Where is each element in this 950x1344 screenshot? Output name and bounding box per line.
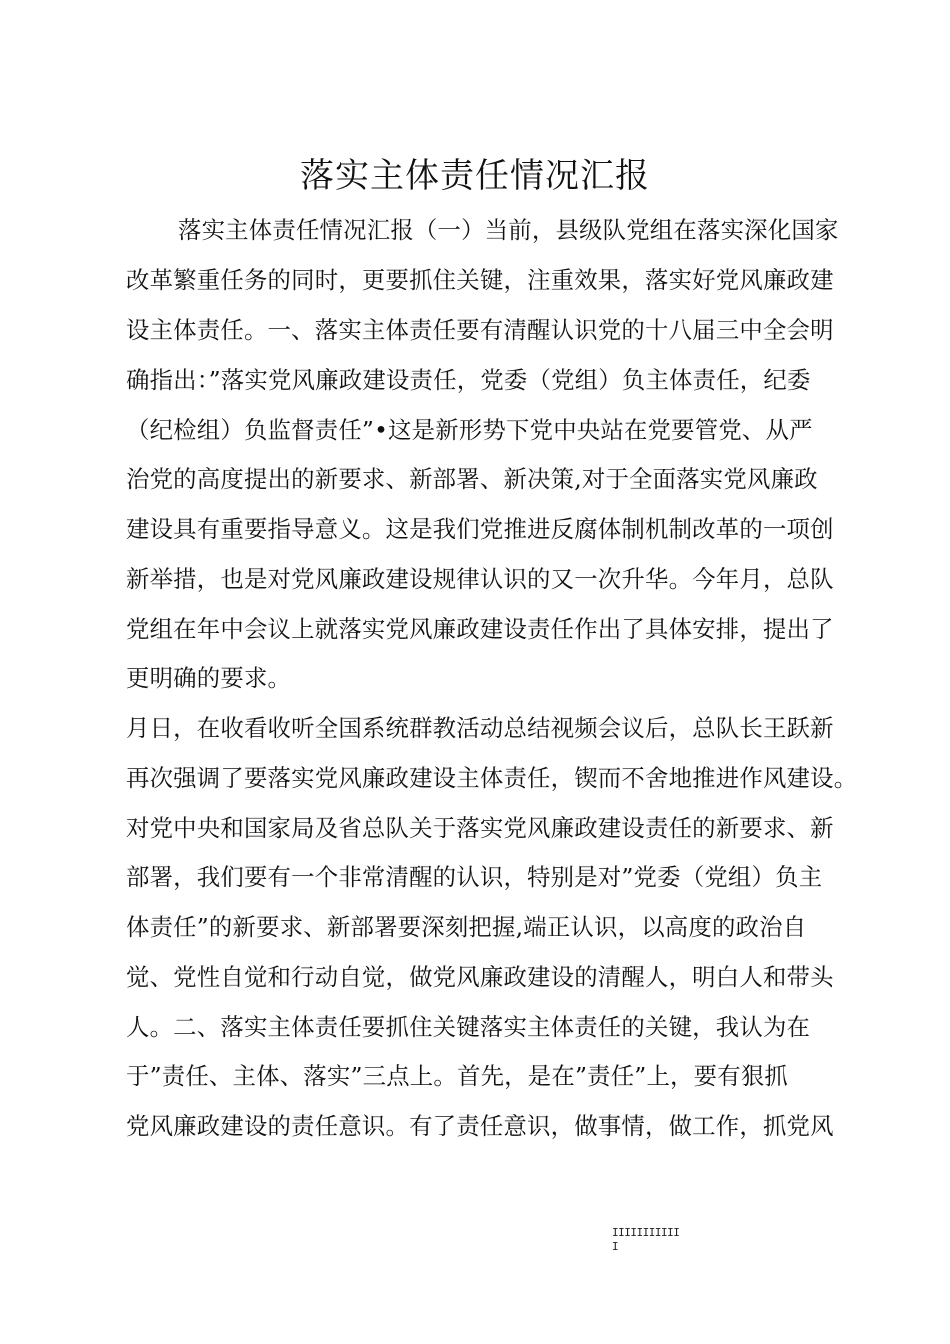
document-title: 落实主体责任情况汇报	[300, 156, 650, 196]
body-line-17: 人。二、落实主体责任要抓住关键落实主体责任的关键，我认为在	[126, 1013, 811, 1041]
body-line-11: 月日，在收看收听全国系统群教活动总结视频会议后，总队长王跃新	[126, 714, 834, 742]
body-line-6: 治党的高度提出的新要求、新部署、新决策,对于全面落实党风廉政	[126, 465, 818, 493]
body-line-12: 再次强调了要落实党风廉政建设主体责任，锲而不舍地推进作风建设。	[126, 764, 858, 792]
body-line-4: 确指出：”落实党风廉政建设责任，党委（党组）负主体责任，纪委	[126, 366, 811, 394]
page-footer-mark: IIIIIIIIIII I	[612, 1226, 680, 1253]
body-line-8: 新举措，也是对党风廉政建设规律认识的又一次升华。今年月，总队	[126, 565, 834, 593]
body-line-3: 设主体责任。一、落实主体责任要有清醒认识党的十八届三中全会明	[126, 316, 834, 344]
body-line-5: （纪检组）负监督责任”•这是新形势下党中央站在党要管党、从严	[126, 416, 813, 444]
body-line-13: 对党中央和国家局及省总队关于落实党风廉政建设责任的新要求、新	[126, 814, 834, 842]
body-line-1: 落实主体责任情况汇报（一）当前，县级队党组在落实深化国家	[178, 216, 839, 244]
body-line-18: 于”责任、主体、落实”三点上。首先，是在”责任”上，要有狠抓	[126, 1062, 788, 1090]
body-line-16: 觉、党性自觉和行动自觉，做党风廉政建设的清醒人，明白人和带头	[126, 963, 834, 991]
body-line-9: 党组在年中会议上就落实党风廉政建设责任作出了具体安排，提出了	[126, 615, 834, 643]
body-line-19: 党风廉政建设的责任意识。有了责任意识，做事情，做工作，抓党风	[126, 1112, 834, 1140]
body-line-14: 部署，我们要有一个非常清醒的认识，特别是对”党委（党组）负主	[126, 863, 823, 891]
body-line-7: 建设具有重要指导意义。这是我们党推进反腐体制机制改革的一项创	[126, 515, 834, 543]
body-line-15: 体责任”的新要求、新部署要深刻把握,端正认识，以高度的政治自	[126, 913, 807, 941]
body-line-2: 改革繁重任务的同时，更要抓住关键，注重效果，落实好党风廉政建	[126, 266, 834, 294]
body-line-10: 更明确的要求。	[126, 664, 292, 692]
